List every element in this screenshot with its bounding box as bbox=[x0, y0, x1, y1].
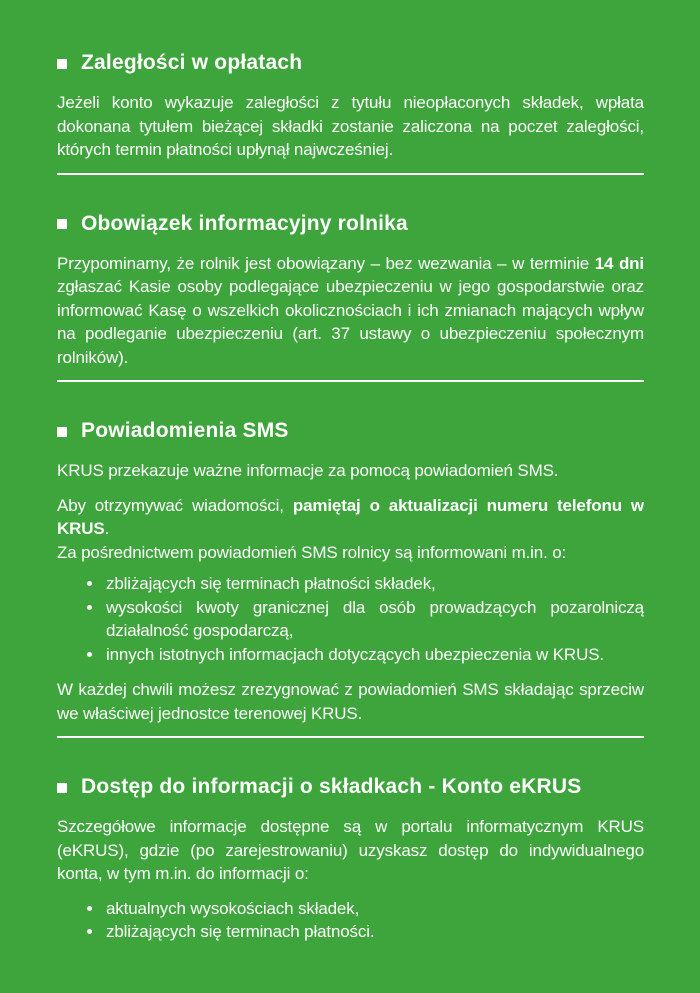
ekrus-info-list bbox=[57, 897, 644, 944]
section-heading-obligation bbox=[57, 211, 644, 237]
sms-optout-paragraph: W każdej chwili możesz zrezygnować z powiadomień SMS składając sprzeciw we właściwej jednostce terenowej KRUS. bbox=[57, 680, 644, 723]
section-heading-label: Dostęp do informacji o składkach - Konto eKRUS bbox=[81, 775, 582, 798]
deadline-emphasis: 14 dni bbox=[594, 253, 644, 273]
section-farmer-obligation bbox=[57, 211, 644, 383]
sms-update-phone-paragraph bbox=[57, 494, 644, 541]
body-text-segment: . bbox=[104, 519, 110, 538]
body-text-segment: zgłaszać Kasie osoby podlegające ubezpieczeniu w jego gospodarstwie oraz informować Kasę o wszelkich okolicznościach i ich zmianach mających wpływ na podleganie ubezpieczeniu (art. 37 ustawy o ubezpieczeniu społecznym rolników). bbox=[57, 277, 644, 367]
sms-topics-list bbox=[57, 572, 644, 666]
square-bullet-icon bbox=[57, 783, 67, 793]
square-bullet-icon bbox=[57, 59, 67, 69]
section-body-arrears: Jeżeli konto wykazuje zaległości z tytułu nieopłaconych składek, wpłata dokonana tytułem bieżącej składki zostanie zaliczona na poczet zaległości, których termin płatności upłynął najwcześniej. bbox=[57, 93, 644, 159]
sms-intro-paragraph: KRUS przekazuje ważne informacje za pomocą powiadomień SMS. bbox=[57, 461, 559, 480]
square-bullet-icon bbox=[57, 219, 67, 229]
section-sms-notifications bbox=[57, 418, 644, 738]
ekrus-body-paragraph: Szczegółowe informacje dostępne są w portalu informatycznym KRUS (eKRUS), gdzie (po zarejestrowaniu) uzyskasz dostęp do indywidualnego konta, w tym m.in. do informacji o: bbox=[57, 817, 644, 883]
list-item: • innych istotnych informacjach dotyczących ubezpieczenia w KRUS. bbox=[104, 643, 644, 667]
section-ekrus-account bbox=[57, 774, 644, 944]
list-item: • aktualnych wysokościach składek, bbox=[104, 897, 644, 921]
section-heading-sms bbox=[57, 418, 644, 444]
list-item: • zbliżających się terminach płatności. bbox=[104, 920, 644, 944]
section-body-obligation bbox=[57, 252, 644, 370]
sms-info-lead-paragraph: Za pośrednictwem powiadomień SMS rolnicy są informowani m.in. o: bbox=[57, 542, 567, 562]
square-bullet-icon bbox=[57, 427, 67, 437]
section-heading-arrears bbox=[57, 50, 644, 76]
section-divider bbox=[57, 380, 644, 382]
body-text-segment: Aby otrzymywać wiadomości, bbox=[57, 495, 293, 515]
section-divider bbox=[57, 736, 644, 738]
section-heading-label: Zaległości w opłatach bbox=[81, 51, 303, 74]
section-divider bbox=[57, 173, 644, 175]
list-item: • zbliżających się terminach płatności składek, bbox=[104, 572, 644, 596]
section-arrears bbox=[57, 50, 644, 175]
list-item: • wysokości kwoty granicznej dla osób prowadzących pozarolniczą działalność gospodarczą, bbox=[104, 596, 644, 643]
phone-update-emphasis: pamiętaj o aktualizacji numeru telefonu w KRUS bbox=[57, 495, 644, 538]
section-heading-ekrus bbox=[57, 774, 644, 800]
body-text-segment: Przypominamy, że rolnik jest obowiązany – bez wezwania – w terminie bbox=[57, 253, 595, 273]
section-heading-label: Obowiązek informacyjny rolnika bbox=[81, 211, 408, 235]
section-heading-label: Powiadomienia SMS bbox=[81, 419, 289, 442]
